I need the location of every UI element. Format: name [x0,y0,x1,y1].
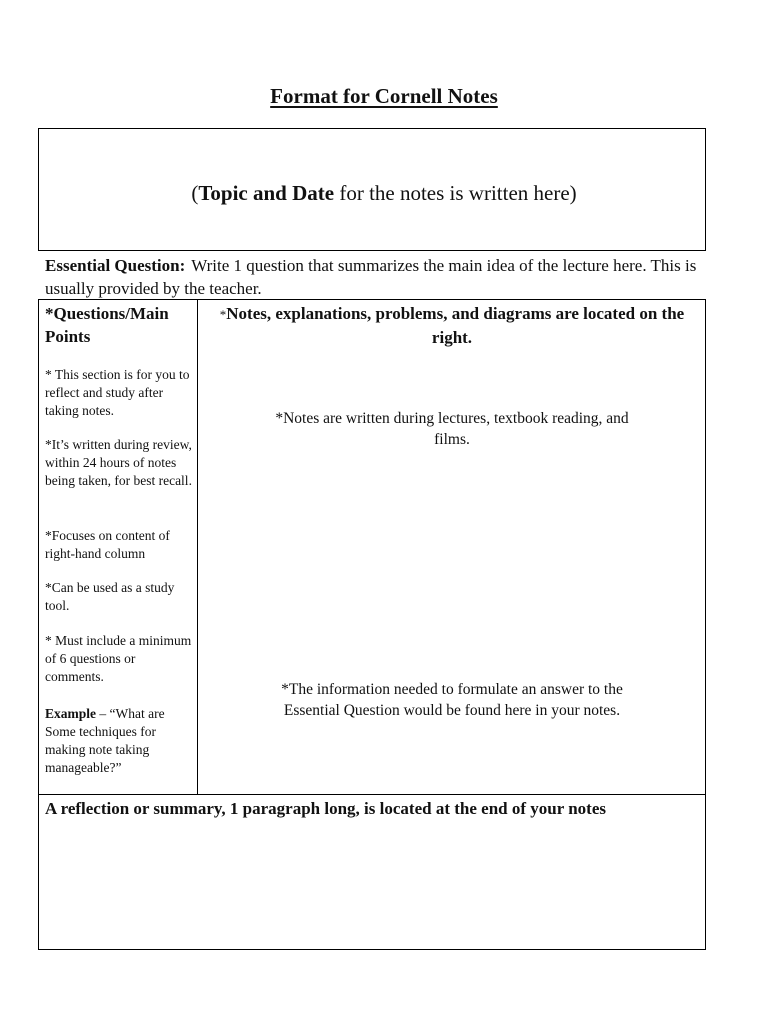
essential-question [45,254,725,300]
summary-divider [38,794,706,795]
topic-text: (Topic and Date for the notes is written here) [191,181,577,205]
essential-question-label: Essential Question: [45,256,186,275]
example-label: Example [45,706,97,721]
cue-paragraph: *It’s written during review, within 24 hours of notes being taken, for best recall. [45,437,192,488]
cue-column [45,302,195,775]
summary-section: A reflection or summary, 1 paragraph long, is located at the end of your notes [45,799,606,818]
cue-paragraph: *Focuses on content of right-hand column [45,528,170,561]
topic-bold: Topic and Date [198,181,335,205]
page-title: Format for Cornell Notes [270,84,498,108]
cue-paragraph: * This section is for you to reflect and study after taking notes. [45,367,190,418]
cue-paragraph: * Must include a minimum of 6 questions or comments. [45,633,192,684]
cue-column-heading: *Questions/Main Points [45,304,169,346]
cue-example [45,705,195,777]
notes-text-1: *Notes are written during lectures, textbook reading, and films. [275,410,629,448]
example-text: – “What are Some techniques for making note taking manageable?” [45,706,165,775]
notes-column-heading: *Notes, explanations, problems, and diagrams are located on the right. [219,304,685,347]
essential-question-text: Write 1 question that summarizes the main idea of the lecture here. This is usually provided by the teacher. [45,256,697,298]
cue-paragraph: *Can be used as a study tool. [45,580,175,613]
notes-text-2: *The information needed to formulate an answer to the Essential Question would be found here in your notes. [281,681,623,719]
